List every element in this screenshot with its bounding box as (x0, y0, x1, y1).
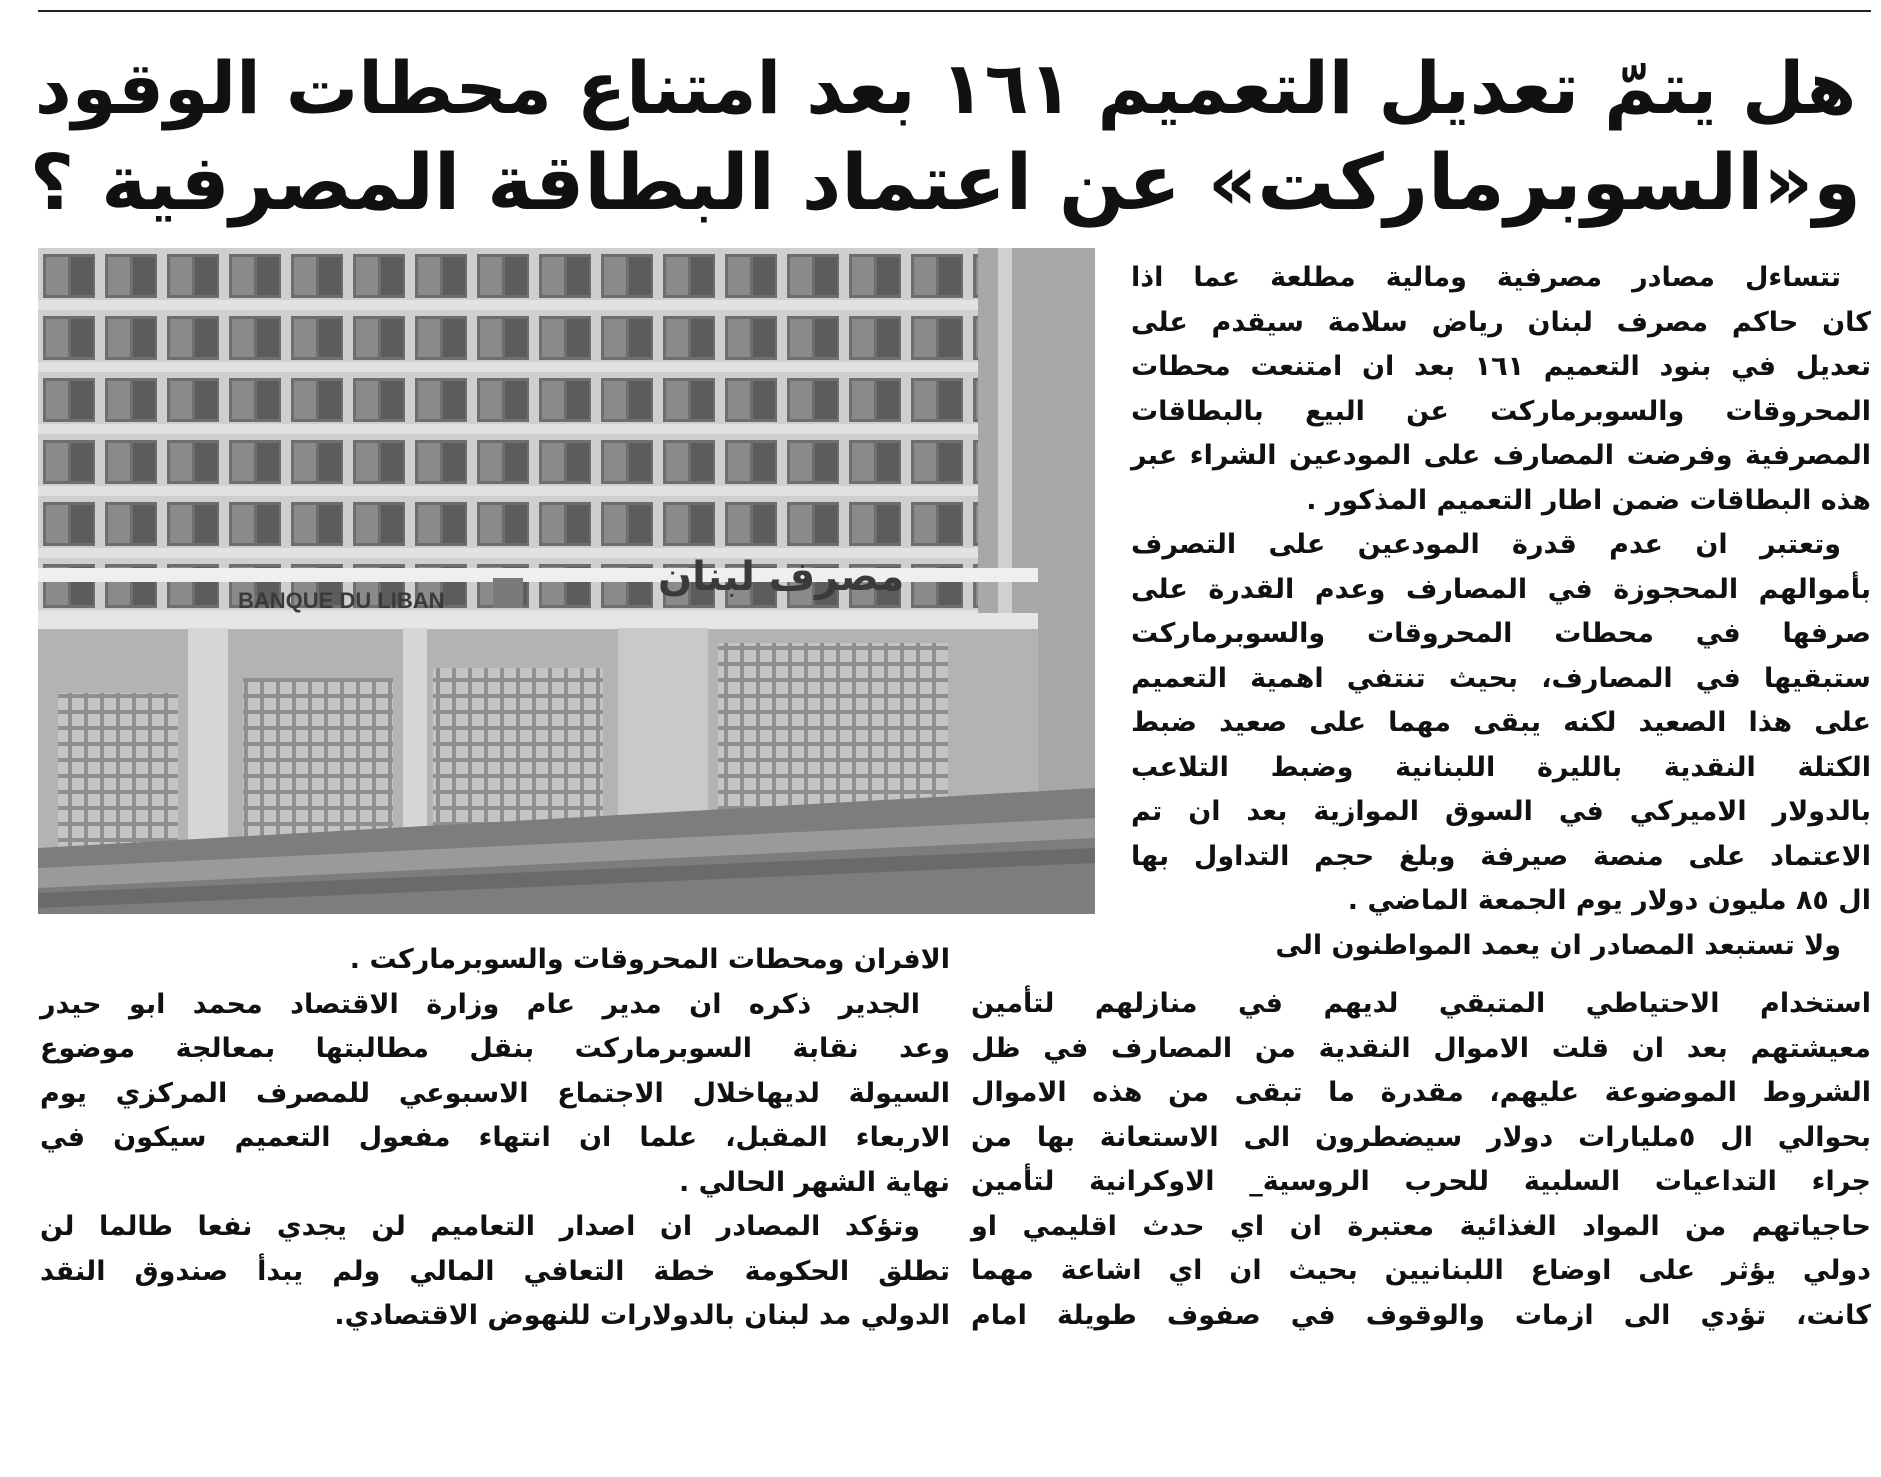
column-bottom-right (971, 982, 1871, 1338)
paragraph-line: بأموالهم المحجوزة في المصارف وعدم القدرة على (1131, 573, 1871, 605)
paragraph-line: ال ٨٥ مليون دولار يوم الجمعة الماضي . (1347, 885, 1871, 916)
paragraph-line: الكتلة النقدية بالليرة اللبنانية وضبط التلاعب (1131, 751, 1871, 783)
paragraph-line: كانت، تؤدي الى ازمات والوقوف في صفوف طويلة امام (971, 1299, 1871, 1331)
paragraph-line: جراء التداعيات السلبية للحرب الروسية_ الاوكرانية لتأمين (971, 1166, 1871, 1197)
paragraph-line: وعد نقابة السوبرماركت بنقل مطالبتها بمعالجة موضوع (40, 1033, 950, 1064)
paragraph-line: الاربعاء المقبل، علما ان انتهاء مفعول التعميم سيكون في (40, 1122, 950, 1153)
paragraph-line: استخدام الاحتياطي المتبقي لديهم في منازلهم لتأمين (971, 988, 1871, 1019)
paragraph-line: الافران ومحطات المحروقات والسوبرماركت . (349, 944, 950, 975)
paragraph-line: دولي يؤثر على اوضاع اللبنانيين بحيث ان اي اشاعة مهما (971, 1255, 1871, 1286)
paragraph-line: كان حاكم مصرف لبنان رياض سلامة سيقدم على (1131, 306, 1871, 338)
paragraph-line: المحروقات والسوبرماركت عن البيع بالبطاقات (1131, 395, 1871, 427)
paragraph-line: الشروط الموضوعة عليهم، مقدرة ما تبقى من هذه الاموال (971, 1077, 1871, 1108)
paragraph-line: ستبقيها في المصارف، بحيث تنتفي اهمية التعميم (1131, 662, 1871, 694)
paragraph-line: حاجياتهم من المواد الغذائية معتبرة ان اي حدث اقليمي او (971, 1210, 1871, 1242)
paragraph-line: بحوالي ال ٥مليارات دولار سيضطرون الى الاستعانة بها من (971, 1121, 1872, 1153)
sign-latin: BANQUE DU LIBAN (238, 588, 445, 613)
paragraph-line: وتؤكد المصادر ان اصدار التعاميم لن يجدي نفعا طالما لن (40, 1211, 920, 1242)
headline-line-2: و«السوبرماركت» عن اعتماد البطاقة المصرفية ؟ (29, 139, 1861, 228)
paragraph-line: الاعتماد على منصة صيرفة وبلغ حجم التداول بها (1131, 840, 1871, 872)
paragraph-line: الدولي مد لبنان بالدولارات للنهوض الاقتصادي. (334, 1300, 950, 1331)
column-bottom-left (40, 938, 950, 1339)
sign-arabic: مصرف لبنان (658, 554, 905, 600)
paragraph-line: وتعتبر ان عدم قدرة المودعين على التصرف (1131, 529, 1841, 560)
paragraph-line: على هذا الصعيد لكنه يبقى مهما على صعيد ضبط (1131, 707, 1871, 738)
article-photo (38, 248, 1095, 914)
top-rule (38, 10, 1871, 12)
article-headline (30, 40, 1861, 232)
paragraph-line: ولا تستبعد المصادر ان يعمد المواطنون الى (1275, 929, 1841, 961)
paragraph-line: تتساءل مصادر مصرفية ومالية مطلعة عما اذا (1131, 262, 1841, 293)
paragraph-line: بالدولار الاميركي في السوق الموازية بعد ان تم (1131, 796, 1871, 827)
paragraph-line: الجدير ذكره ان مدير عام وزارة الاقتصاد محمد ابو حيدر (40, 988, 920, 1020)
paragraph-line: تعديل في بنود التعميم ١٦١ بعد ان امتنعت محطات (1131, 351, 1871, 382)
paragraph-line: نهاية الشهر الحالي . (678, 1166, 950, 1198)
paragraph-line: صرفها في محطات المحروقات والسوبرماركت (1131, 618, 1871, 649)
headline-line-1: هل يتمّ تعديل التعميم ١٦١ بعد امتناع محطات الوقود (34, 46, 1857, 130)
column-right (1131, 256, 1871, 968)
paragraph-line: المصرفية وفرضت المصارف على المودعين الشراء عبر (1131, 440, 1871, 471)
paragraph-line: تطلق الحكومة خطة التعافي المالي ولم يبدأ صندوق النقد (40, 1255, 950, 1287)
paragraph-line: معيشتهم بعد ان قلت الاموال النقدية من المصارف في ظل (971, 1032, 1871, 1064)
paragraph-line: هذه البطاقات ضمن اطار التعميم المذكور . (1306, 484, 1871, 516)
paragraph-line: السيولة لديهاخلال الاجتماع الاسبوعي للمصرف المركزي يوم (40, 1077, 950, 1109)
